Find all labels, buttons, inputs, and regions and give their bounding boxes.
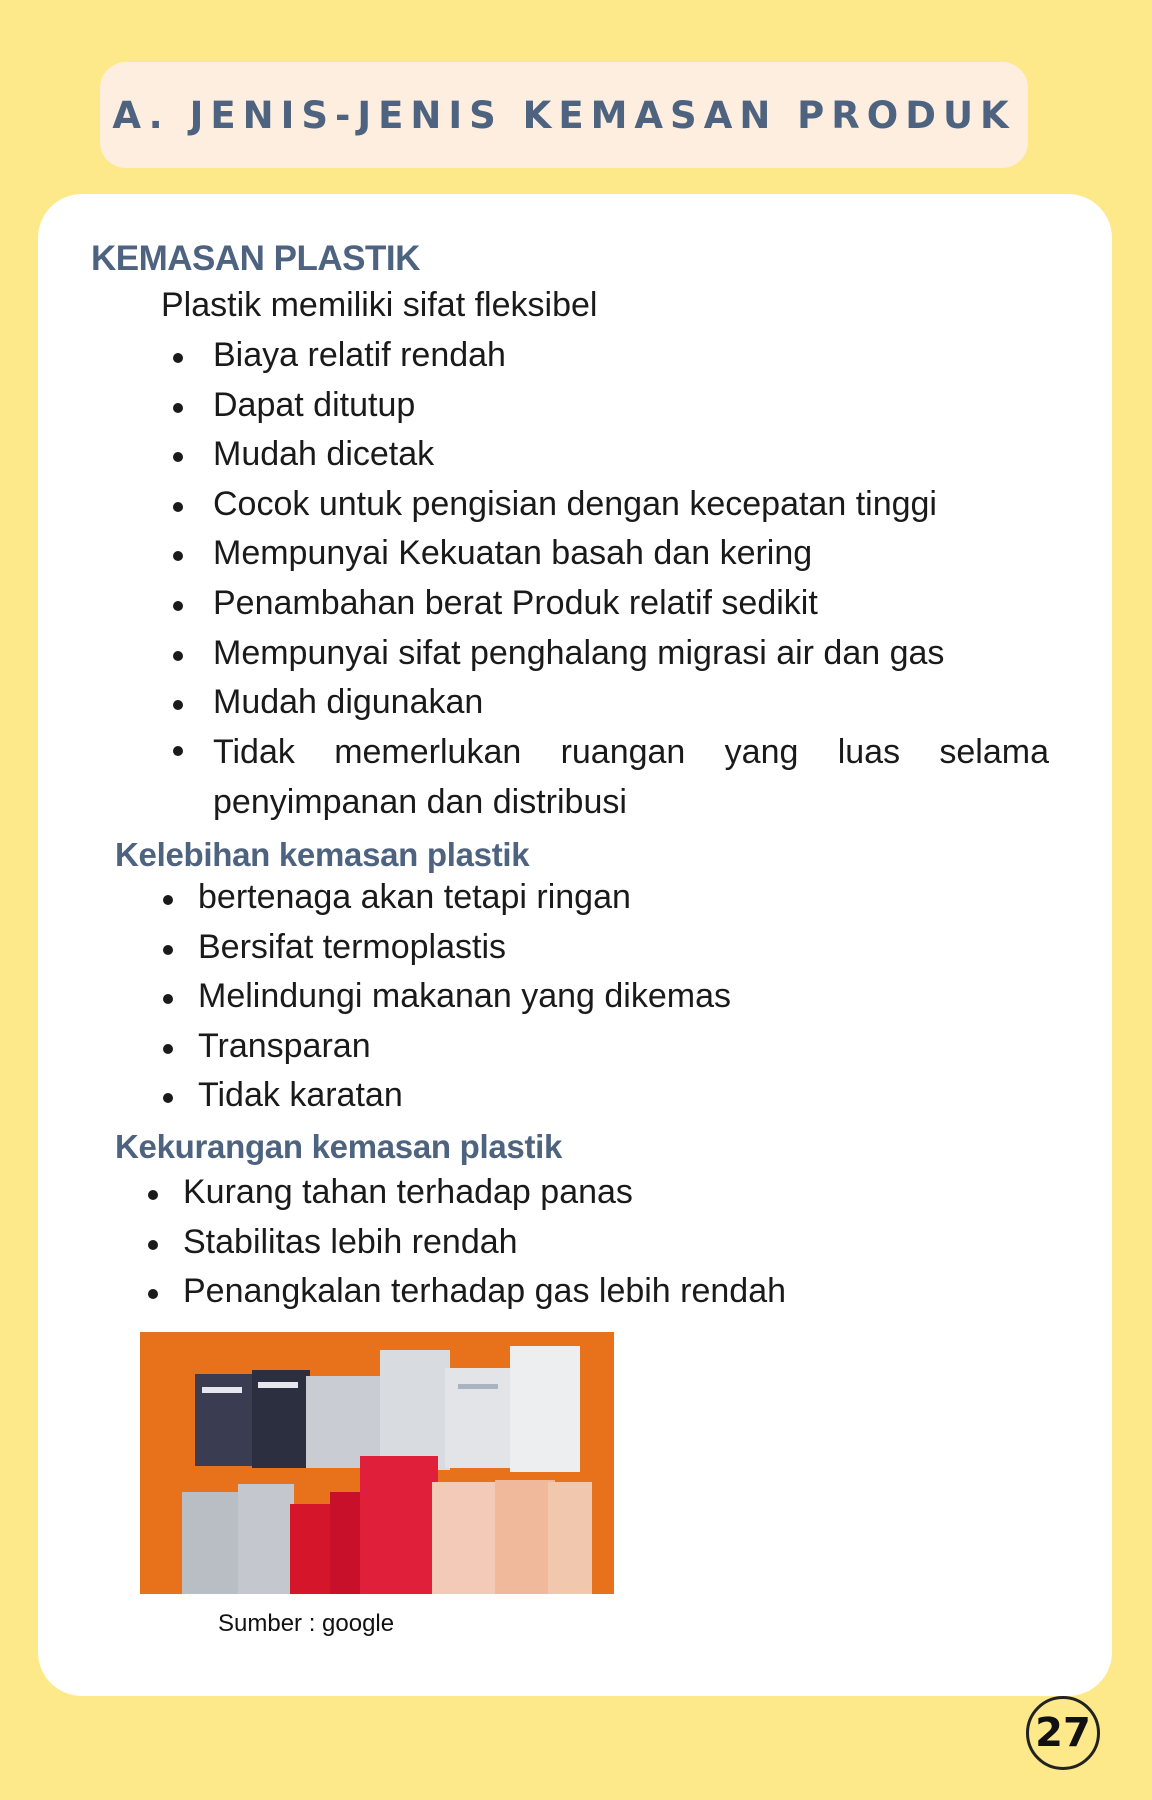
disadvantages-list [148, 1171, 786, 1320]
bullet-icon [163, 945, 173, 955]
bullet-icon [173, 353, 183, 363]
page-title: A. JENIS-JENIS KEMASAN PRODUK [112, 93, 1016, 137]
bullet-icon [173, 746, 183, 756]
bullet-icon [148, 1190, 158, 1200]
list-item: bertenaga akan tetapi ringan [163, 876, 731, 926]
bullet-icon [163, 895, 173, 905]
disadvantages-heading: Kekurangan kemasan plastik [115, 1128, 563, 1165]
image-caption: Sumber : google [218, 1610, 395, 1637]
page-number: 27 [1026, 1696, 1100, 1770]
bullet-icon [163, 1044, 173, 1054]
list-item: Stabilitas lebih rendah [148, 1221, 786, 1271]
title-banner [100, 62, 1028, 168]
content-card [38, 194, 1112, 1696]
advantages-heading: Kelebihan kemasan plastik [115, 836, 530, 873]
packaging-photo [140, 1332, 614, 1594]
bullet-icon [173, 502, 183, 512]
bullet-icon [148, 1240, 158, 1250]
list-item: Mudah dicetak [173, 433, 1098, 483]
section-intro: Plastik memiliki sifat fleksibel [161, 286, 598, 324]
properties-list [173, 334, 1098, 827]
list-item: Penambahan berat Produk relatif sedikit [173, 582, 1098, 632]
bullet-icon [173, 651, 183, 661]
list-item: Bersifat termoplastis [163, 926, 731, 976]
bullet-icon [173, 452, 183, 462]
packaging-image [140, 1332, 614, 1594]
list-item: Tidak karatan [163, 1074, 731, 1124]
bullet-icon [173, 700, 183, 710]
list-item: Mempunyai sifat penghalang migrasi air dan gas [173, 632, 1098, 682]
list-item: Dapat ditutup [173, 384, 1098, 434]
list-item: Mempunyai Kekuatan basah dan kering [173, 532, 1098, 582]
list-item: Mudah digunakan [173, 681, 1098, 731]
bullet-icon [163, 1093, 173, 1103]
list-item: Melindungi makanan yang dikemas [163, 975, 731, 1025]
bullet-icon [173, 551, 183, 561]
list-item: Cocok untuk pengisian dengan kecepatan tinggi [173, 483, 1098, 533]
bullet-icon [148, 1289, 158, 1299]
section-heading: KEMASAN PLASTIK [91, 239, 420, 278]
advantages-list [163, 876, 731, 1124]
list-item: Transparan [163, 1025, 731, 1075]
list-item: Kurang tahan terhadap panas [148, 1171, 786, 1221]
list-item: Biaya relatif rendah [173, 334, 1098, 384]
bullet-icon [173, 601, 183, 611]
list-item: Penangkalan terhadap gas lebih rendah [148, 1270, 786, 1320]
bullet-icon [173, 403, 183, 413]
bullet-icon [163, 994, 173, 1004]
list-item: Tidak memerlukan ruangan yang luas selama penyimpanan dan distribusi [173, 727, 1098, 827]
